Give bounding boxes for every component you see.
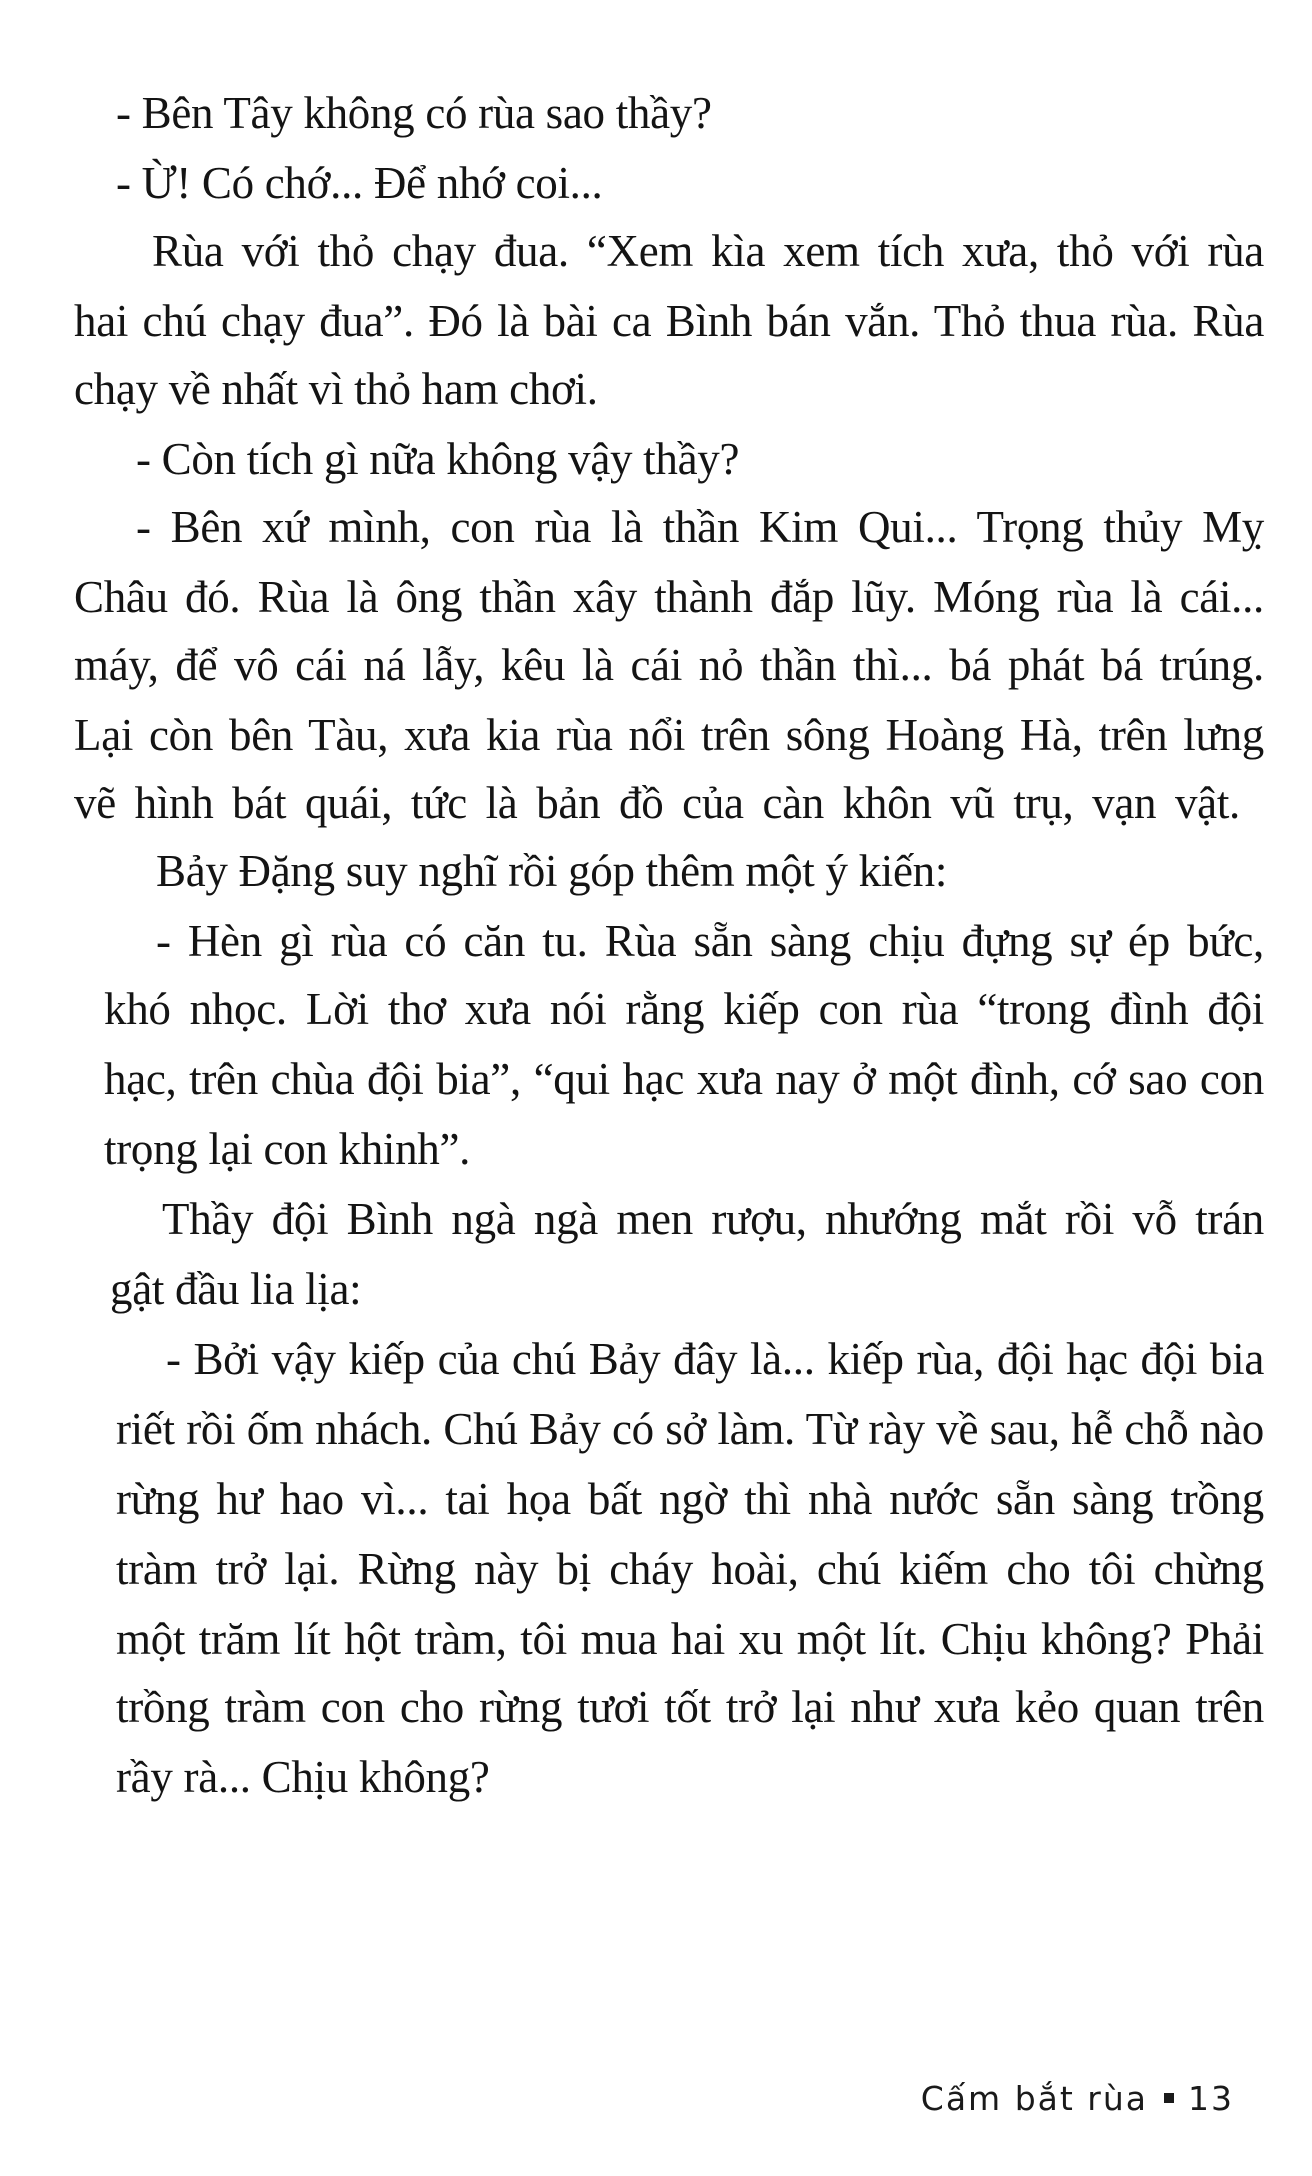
text-line: Thầy đội Bình ngà ngà men rượu, nhướng mắt rồi vỗ trán xyxy=(162,1194,1264,1244)
chapter-title: Cấm bắt rùa xyxy=(920,2079,1148,2118)
text-line: trọng lại con khinh”. xyxy=(104,1124,471,1174)
text-line: Bảy Đặng suy nghĩ rồi góp thêm một ý kiến: xyxy=(156,846,948,896)
text-line: - Bên xứ mình, con rùa là thần Kim Qui... Trọng thủy Mỵ xyxy=(136,502,1264,552)
text-line: Châu đó. Rùa là ông thần xây thành đắp lũy. Móng rùa là cái... xyxy=(74,572,1264,622)
text-line: - Bởi vậy kiếp của chú Bảy đây là... kiếp rùa, đội hạc đội bia xyxy=(166,1334,1264,1384)
text-line: chạy về nhất vì thỏ ham chơi. xyxy=(74,364,598,414)
text-line: rừng hư hao vì... tai họa bất ngờ thì nhà nước sẵn sàng trồng xyxy=(116,1474,1264,1524)
text-line: - Còn tích gì nữa không vậy thầy? xyxy=(136,434,740,484)
text-line: rầy rà... Chịu không? xyxy=(116,1752,490,1802)
page-number: 13 xyxy=(1188,2079,1234,2118)
bullet-separator-icon xyxy=(1164,2093,1174,2103)
text-line: vẽ hình bát quái, tức là bản đồ của càn khôn vũ trụ, vạn vật. xyxy=(74,778,1240,828)
text-line: hai chú chạy đua”. Đó là bài ca Bình bán vắn. Thỏ thua rùa. Rùa xyxy=(74,296,1264,346)
text-line: gật đầu lia lịa: xyxy=(110,1264,362,1314)
text-line: khó nhọc. Lời thơ xưa nói rằng kiếp con rùa “trong đình đội xyxy=(104,984,1264,1034)
text-line: trồng tràm con cho rừng tươi tốt trở lại như xưa kẻo quan trên xyxy=(116,1682,1264,1732)
text-line: tràm trở lại. Rừng này bị cháy hoài, chú kiếm cho tôi chừng xyxy=(116,1544,1264,1594)
text-line: riết rồi ốm nhách. Chú Bảy có sở làm. Từ rày về sau, hễ chỗ nào xyxy=(116,1404,1264,1454)
text-line: máy, để vô cái ná lẫy, kêu là cái nỏ thần thì... bá phát bá trúng. xyxy=(74,640,1264,690)
text-line: - Bên Tây không có rùa sao thầy? xyxy=(116,88,712,138)
text-line: - Hèn gì rùa có căn tu. Rùa sẵn sàng chịu đựng sự ép bức, xyxy=(156,916,1264,966)
running-footer xyxy=(921,2077,1234,2121)
text-line: hạc, trên chùa đội bia”, “qui hạc xưa nay ở một đình, cớ sao con xyxy=(104,1054,1264,1104)
text-line: Rùa với thỏ chạy đua. “Xem kìa xem tích xưa, thỏ với rùa xyxy=(152,226,1264,276)
text-line: Lại còn bên Tàu, xưa kia rùa nổi trên sông Hoàng Hà, trên lưng xyxy=(74,710,1264,760)
text-line: một trăm lít hột tràm, tôi mua hai xu một lít. Chịu không? Phải xyxy=(116,1614,1264,1664)
text-line: - Ừ! Có chớ... Để nhớ coi... xyxy=(116,158,603,208)
